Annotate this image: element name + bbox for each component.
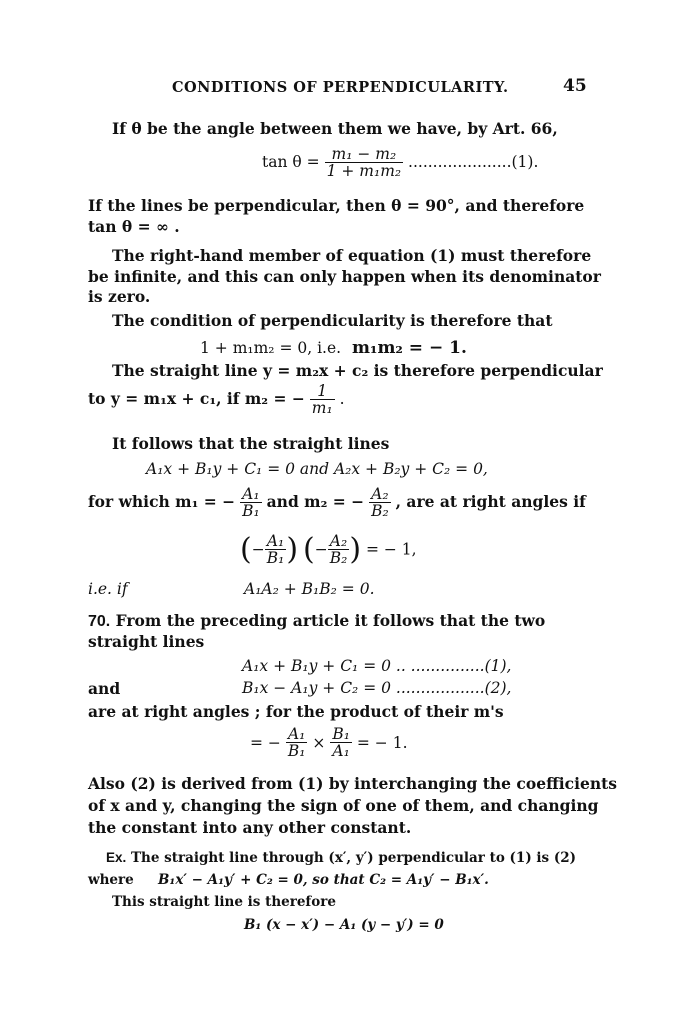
eq4-numerator-2: A₂ <box>329 531 348 550</box>
eq2-part-a: 1 + m₁m₂ = 0, i.e. <box>200 339 342 357</box>
minus-sign: − <box>251 540 265 559</box>
paragraph-line: tan θ = ∞ . <box>88 217 180 236</box>
page-number: 45 <box>563 76 587 96</box>
paragraph-line <box>88 486 586 520</box>
example-line: where <box>88 872 134 888</box>
p6-denominator: m₁ <box>311 399 333 418</box>
p6-text: to y = m₁x + c₁, if m₂ = − <box>88 388 305 408</box>
p8-fraction-2 <box>369 486 391 520</box>
eq4-numerator-1: A₁ <box>266 531 285 550</box>
times-sign: × <box>312 733 326 752</box>
example-line: This straight line is therefore <box>112 894 336 910</box>
running-header: CONDITIONS OF PERPENDICULARITY. <box>172 79 509 96</box>
p8-text-b: and m₂ = − <box>266 491 365 511</box>
p8-text-c: , are at right angles if <box>395 491 586 511</box>
p6-numerator: 1 <box>317 382 328 400</box>
paragraph-line: If the lines be perpendicular, then θ = 90°, and therefore <box>88 196 585 215</box>
equation-5: A₁A₂ + B₁B₂ = 0. <box>244 580 375 598</box>
paragraph-line: and <box>88 679 121 698</box>
paren-open: ( <box>302 532 315 567</box>
example-label: Ex. <box>106 850 127 865</box>
eq1-numerator: m₁ − m₂ <box>331 145 397 163</box>
eq7-denominator-2: A₁ <box>332 742 350 761</box>
section-number: 70. <box>88 613 111 630</box>
paragraph-line: Also (2) is derived from (1) by interchanging the coefficients <box>88 774 618 793</box>
paragraph-line: The straight line y = m₂x + c₂ is therefore perpendicular <box>112 361 603 380</box>
p8-text-a: for which m₁ = − <box>88 491 236 511</box>
equation-1 <box>262 146 538 180</box>
p6-fraction <box>310 383 335 417</box>
paragraph-line: If θ be the angle between them we have, by Art. 66, <box>112 119 558 138</box>
eq7-numerator-1: A₁ <box>287 725 306 743</box>
paragraph-line: is zero. <box>88 287 151 306</box>
paragraph-line: It follows that the straight lines <box>112 434 390 453</box>
section-line <box>88 611 545 631</box>
paren-close: ) <box>349 532 362 567</box>
equation-3: A₁x + B₁y + C₁ = 0 and A₂x + B₂y + C₂ = 0, <box>146 460 488 478</box>
p8-numerator-1: A₁ <box>242 485 260 503</box>
p8-denominator-2: B₂ <box>371 502 389 521</box>
eq1-fraction <box>325 146 404 180</box>
equation-4 <box>240 532 417 567</box>
paragraph-line <box>88 383 345 417</box>
eq7-rhs: = − 1. <box>356 733 408 752</box>
eq1-tag: .....................(1). <box>408 152 539 171</box>
paragraph-line: The right-hand member of equation (1) must therefore <box>112 246 592 265</box>
p8-numerator-2: A₂ <box>371 485 389 503</box>
p8-denominator-1: B₁ <box>242 502 260 521</box>
eq1-lhs: tan θ = <box>262 152 320 171</box>
eq1-denominator: 1 + m₁m₂ <box>326 162 402 181</box>
equation-line-1: A₁x + B₁y + C₁ = 0 .. ...............(1), <box>242 657 512 675</box>
section-text: From the preceding article it follows that the two <box>115 611 546 630</box>
eq4-fraction-1 <box>265 533 287 567</box>
paragraph-line: of x and y, changing the sign of one of them, and changing <box>88 796 599 815</box>
minus-sign: − <box>314 540 328 559</box>
eq4-denominator-1: B₁ <box>266 549 285 567</box>
paren-close: ) <box>286 532 299 567</box>
eq7-denominator-1: B₁ <box>287 742 306 761</box>
paragraph-line: The condition of perpendicularity is therefore that <box>112 311 553 330</box>
eq7-fraction-2 <box>330 726 352 760</box>
eq2-part-b: m₁m₂ = − 1. <box>352 338 467 358</box>
example-equation: B₁x′ − A₁y′ + C₂ = 0, so that C₂ = A₁y′ − B₁x′. <box>158 872 489 888</box>
paragraph-line: are at right angles ; for the product of their m's <box>88 702 504 721</box>
eq4-denominator-2: B₂ <box>329 549 348 567</box>
equation-line-2: B₁x − A₁y + C₂ = 0 ..................(2), <box>242 679 512 697</box>
eq4-rhs: = − 1, <box>365 540 417 559</box>
paragraph-line: the constant into any other constant. <box>88 818 412 837</box>
p8-fraction-1 <box>240 486 262 520</box>
paragraph-line: i.e. if <box>88 580 128 598</box>
eq7-fraction-1 <box>286 726 308 760</box>
equation-2 <box>200 338 467 358</box>
equation-6 <box>250 726 408 760</box>
paren-open: ( <box>240 532 252 567</box>
example-text: The straight line through (x′, y′) perpendicular to (1) is (2) <box>130 850 577 866</box>
equals-minus: = − <box>250 733 281 752</box>
example-result-equation: B₁ (x − x′) − A₁ (y − y′) = 0 <box>244 917 444 933</box>
eq7-numerator-2: B₁ <box>332 725 350 743</box>
example-line <box>106 850 576 866</box>
p6-end: . <box>339 389 345 408</box>
paragraph-line: be infinite, and this can only happen when its denominator <box>88 267 601 286</box>
eq4-fraction-2 <box>328 533 350 567</box>
paragraph-line: straight lines <box>88 632 205 651</box>
